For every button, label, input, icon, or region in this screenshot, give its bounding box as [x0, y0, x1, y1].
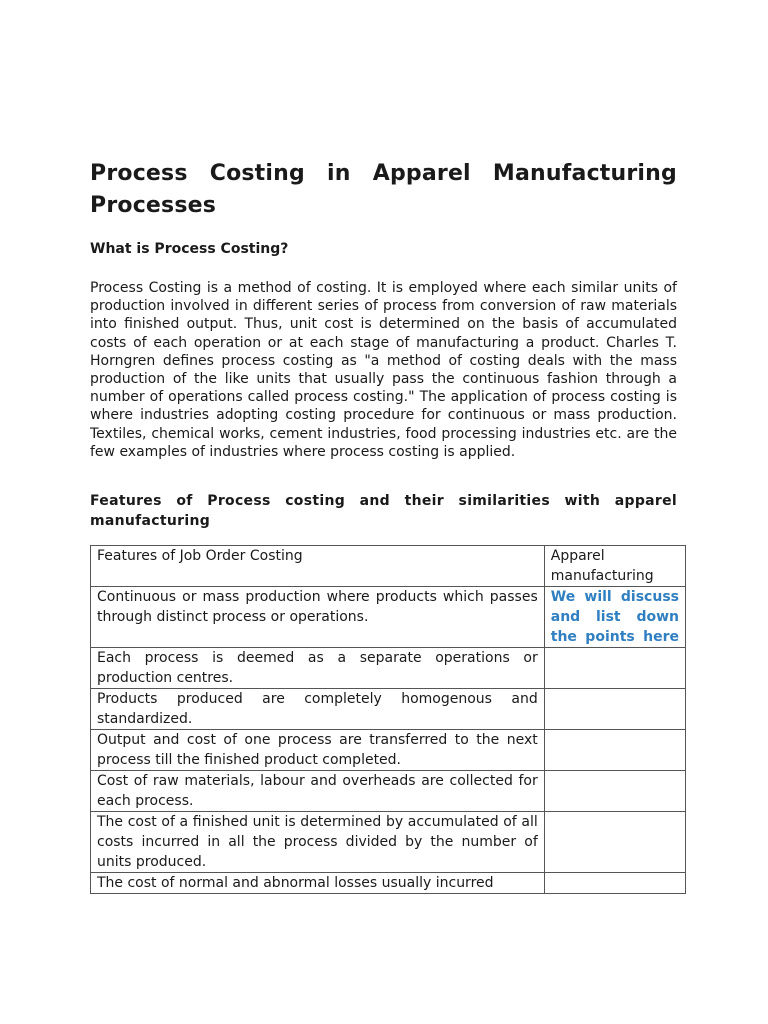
feature-cell: Continuous or mass production where products which passes through distinct process or operations.	[91, 587, 545, 648]
intro-paragraph: Process Costing is a method of costing. It is employed where each similar units of production involved in different series of process from conversion of raw materials into finished output. Thus, unit cost is determined on the basis of accumulated costs of each operation or at each stage of manufacturing a product. Charles T. Horngren defines process costing as "a method of costing deals with the mass production of the like units that usually pass the continuous fashion through a number of operations called process costing." The application of process costing is where industries adopting costing procedure for continuous or mass production. Textiles, chemical works, cement industries, food processing industries etc. are the few examples of industries where process costing is applied.	[90, 280, 677, 460]
apparel-cell-empty	[544, 730, 685, 771]
feature-cell: The cost of normal and abnormal losses usually incurred	[91, 873, 545, 894]
feature-cell: Products produced are completely homogenous and standardized.	[91, 689, 545, 730]
apparel-note-text: We will discuss and list down the points here	[550, 589, 679, 646]
table-row	[91, 771, 686, 812]
document-page	[90, 158, 677, 894]
features-table	[90, 545, 686, 894]
what-is-process-costing-heading: What is Process Costing?	[90, 241, 289, 257]
table-row	[91, 587, 686, 648]
table-row	[91, 730, 686, 771]
feature-cell: Cost of raw materials, labour and overheads are collected for each process.	[91, 771, 545, 812]
apparel-cell-empty	[544, 771, 685, 812]
header-apparel-manufacturing: Apparel manufacturing	[544, 546, 685, 587]
document-title: Process Costing in Apparel Manufacturing Processes	[90, 161, 677, 218]
feature-cell: Output and cost of one process are transferred to the next process till the finished product completed.	[91, 730, 545, 771]
header-features-of-job-order-costing: Features of Job Order Costing	[91, 546, 545, 587]
table-row	[91, 812, 686, 873]
table-row	[91, 648, 686, 689]
table-row	[91, 689, 686, 730]
feature-cell: Each process is deemed as a separate operations or production centres.	[91, 648, 545, 689]
table-header-row	[91, 546, 686, 587]
apparel-cell-empty	[544, 689, 685, 730]
apparel-note-cell	[544, 587, 685, 648]
table-row	[91, 873, 686, 894]
apparel-cell-empty	[544, 812, 685, 873]
apparel-cell-empty	[544, 648, 685, 689]
apparel-cell-empty	[544, 873, 685, 894]
features-heading: Features of Process costing and their similarities with apparel manufacturing	[90, 493, 677, 530]
feature-cell: The cost of a finished unit is determined by accumulated of all costs incurred in all the process divided by the number of units produced.	[91, 812, 545, 873]
